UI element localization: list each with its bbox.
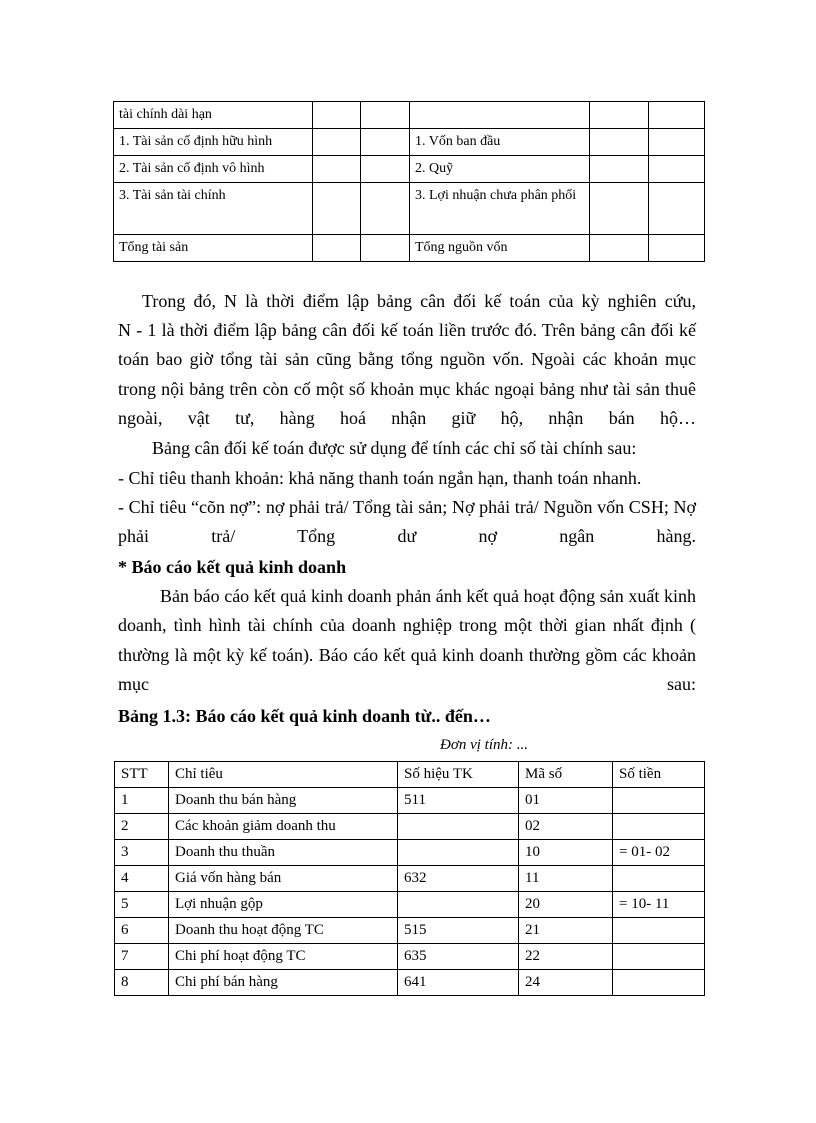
bullet-liquidity <box>118 464 696 493</box>
table-cell: Tổng nguồn vốn <box>410 235 590 262</box>
paragraph-text: - Chỉ tiêu thanh khoản: khả năng thanh toán ngắn hạn, thanh toán nhanh. <box>118 468 642 488</box>
table-cell <box>613 970 705 996</box>
table-cell: Các khoản giảm doanh thu <box>169 814 398 840</box>
table-header-row <box>115 762 705 788</box>
table-cell <box>313 235 361 262</box>
table-cell: Tổng tài sản <box>114 235 313 262</box>
table-row <box>115 918 705 944</box>
table-cell: 3. Lợi nhuận chưa phân phối <box>410 183 590 235</box>
paragraph-text: Bản báo cáo kết quả kinh doanh phản ánh kết quả hoạt động sản xuất kinh doanh, tình hình tài chính của doanh nghiệp trong một thời gian nhất định ( thường là một kỳ kế toán). Báo cáo kết quả kinh doanh thường gồm các khoản mục sau: <box>118 586 696 695</box>
bullet-debt <box>118 493 696 552</box>
unit-label: Đơn vị tính: ... <box>440 737 528 753</box>
paragraph-text: Bảng cân đối kế toán được sử dụng để tính các chỉ số tài chính sau: <box>152 438 637 458</box>
table-cell: 10 <box>519 840 613 866</box>
table-cell: 2. Tài sản cố định vô hình <box>114 156 313 183</box>
table-cell <box>398 892 519 918</box>
section-heading <box>118 553 696 582</box>
table-cell <box>649 102 705 129</box>
table-cell <box>613 918 705 944</box>
heading-text: * Báo cáo kết quả kinh doanh <box>118 557 347 577</box>
table-cell: 11 <box>519 866 613 892</box>
table-row <box>114 129 705 156</box>
table-cell <box>613 814 705 840</box>
table-cell <box>361 102 410 129</box>
table-cell <box>590 129 649 156</box>
table-cell <box>649 183 705 235</box>
table-cell: Lợi nhuận gộp <box>169 892 398 918</box>
table-cell <box>613 788 705 814</box>
table-cell: 4 <box>115 866 169 892</box>
table-cell: Chi phí hoạt động TC <box>169 944 398 970</box>
table-cell: Doanh thu thuần <box>169 840 398 866</box>
table-cell: 5 <box>115 892 169 918</box>
table-cell <box>361 129 410 156</box>
table-caption <box>118 702 696 731</box>
table-cell: = 01- 02 <box>613 840 705 866</box>
table-cell <box>590 235 649 262</box>
table-cell: 01 <box>519 788 613 814</box>
table-cell: 1. Vốn ban đầu <box>410 129 590 156</box>
table-cell <box>613 944 705 970</box>
table-cell <box>649 129 705 156</box>
paragraph-text: N - 1 là thời điểm lập bảng cân đối kế toán liền trước đó. Trên bảng cân đối kế toán bao giờ tổng tài sản cũng bằng tổng nguồn vốn. Ngoài các khoản mục trong nội bảng trên còn cố một số khoản mục khác ngoại bảng như tài sản thuê ngoài, vật tư, hàng hoá nhận giữ hộ, nhận bán hộ… <box>118 320 696 429</box>
table-cell: 511 <box>398 788 519 814</box>
table-cell: 8 <box>115 970 169 996</box>
table-row <box>115 840 705 866</box>
income-statement-body <box>115 762 705 996</box>
table-cell: 2. Quỹ <box>410 156 590 183</box>
table-cell <box>313 102 361 129</box>
table-row <box>114 102 705 129</box>
table-cell: 1. Tài sản cố định hữu hình <box>114 129 313 156</box>
table-row <box>114 156 705 183</box>
table-cell: 3 <box>115 840 169 866</box>
table-cell: 24 <box>519 970 613 996</box>
table-cell <box>313 156 361 183</box>
table-row <box>114 183 705 235</box>
column-header: STT <box>115 762 169 788</box>
table-cell <box>398 840 519 866</box>
column-header: Số tiền <box>613 762 705 788</box>
table-cell: 21 <box>519 918 613 944</box>
table-cell: Giá vốn hàng bán <box>169 866 398 892</box>
table-cell: 515 <box>398 918 519 944</box>
table-cell: 1 <box>115 788 169 814</box>
paragraph-text: - Chỉ tiêu “cõn nợ”: nợ phải trả/ Tổng tài sản; Nợ phải trả/ Nguồn vốn CSH; Nợ phải trả/ Tổng dư nợ ngân hàng. <box>118 497 696 547</box>
table-cell: 3. Tài sản tài chính <box>114 183 313 235</box>
table-cell: 02 <box>519 814 613 840</box>
table-row <box>115 814 705 840</box>
column-header: Số hiệu TK <box>398 762 519 788</box>
table-cell: 22 <box>519 944 613 970</box>
column-header: Chỉ tiêu <box>169 762 398 788</box>
table-cell <box>649 235 705 262</box>
table-cell <box>649 156 705 183</box>
table-cell: 641 <box>398 970 519 996</box>
table-cell <box>410 102 590 129</box>
table-row <box>115 970 705 996</box>
table-cell: Chi phí bán hàng <box>169 970 398 996</box>
paragraph-ratios-intro <box>118 434 696 463</box>
table-cell <box>590 183 649 235</box>
balance-sheet-body <box>114 102 705 262</box>
balance-sheet-table <box>113 101 705 262</box>
table-cell <box>361 183 410 235</box>
table-cell <box>590 156 649 183</box>
paragraph-balance-intro-line1 <box>118 287 696 316</box>
table-row <box>115 944 705 970</box>
table-cell: Doanh thu bán hàng <box>169 788 398 814</box>
table-cell: 6 <box>115 918 169 944</box>
table-cell <box>398 814 519 840</box>
column-header: Mã số <box>519 762 613 788</box>
table-row <box>115 892 705 918</box>
table-cell <box>361 235 410 262</box>
table-cell <box>313 183 361 235</box>
table-cell: 2 <box>115 814 169 840</box>
paragraph-balance-intro <box>118 316 696 434</box>
table-row <box>114 235 705 262</box>
table-cell: 7 <box>115 944 169 970</box>
caption-text: Bảng 1.3: Báo cáo kết quả kinh doanh từ.. đến… <box>118 706 491 726</box>
table-cell <box>613 866 705 892</box>
income-statement-table <box>114 761 705 996</box>
table-cell: 20 <box>519 892 613 918</box>
paragraph-text: Trong đó, N là thời điểm lập bảng cân đối kế toán của kỳ nghiên cứu, <box>142 291 696 311</box>
table-cell: = 10- 11 <box>613 892 705 918</box>
table-cell <box>313 129 361 156</box>
table-cell: 635 <box>398 944 519 970</box>
table-row <box>115 866 705 892</box>
table-cell <box>590 102 649 129</box>
table-cell <box>361 156 410 183</box>
table-cell: 632 <box>398 866 519 892</box>
paragraph-income-intro <box>118 582 696 700</box>
table-cell: tài chính dài hạn <box>114 102 313 129</box>
table-cell: Doanh thu hoạt động TC <box>169 918 398 944</box>
table-row <box>115 788 705 814</box>
